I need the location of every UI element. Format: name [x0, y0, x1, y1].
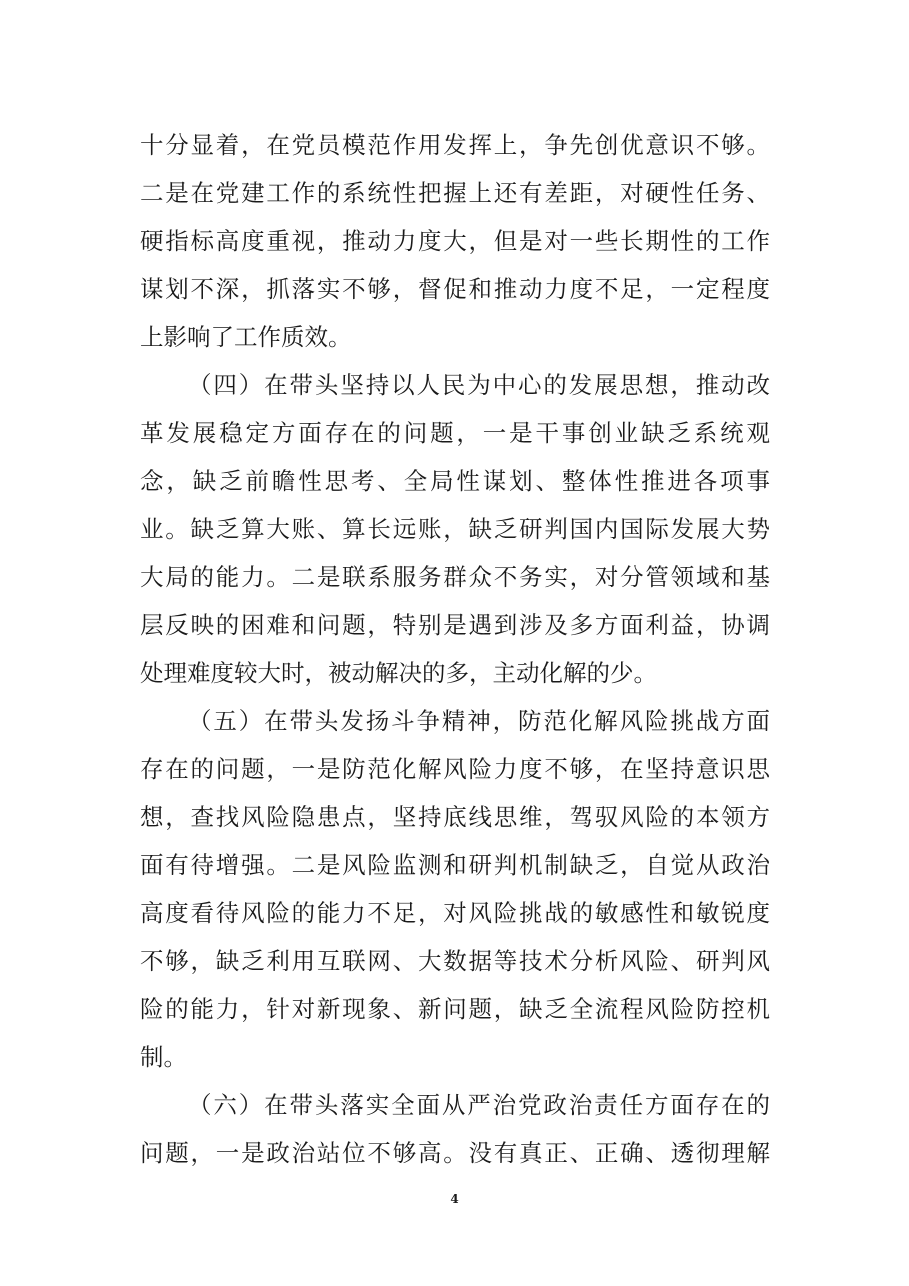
text-line: 制。 — [140, 1043, 187, 1071]
text-line: 革发展稳定方面存在的问题，一是干事创业缺乏系统观 — [140, 419, 770, 447]
text-line: 上影响了工作质效。 — [140, 323, 352, 351]
text-line: 谋划不深，抓落实不够，督促和推动力度不足，一定程度 — [140, 275, 770, 303]
text-line: 大局的能力。二是联系服务群众不务实，对分管领域和基 — [140, 563, 770, 591]
paragraph-heading-line: （四）在带头坚持以人民为中心的发展思想，推动改 — [188, 371, 770, 399]
text-line: 问题，一是政治站位不够高。没有真正、正确、透彻理解 — [140, 1139, 770, 1167]
text-line: 硬指标高度重视，推动力度大，但是对一些长期性的工作 — [140, 227, 770, 255]
text-line: 业。缺乏算大账、算长远账，缺乏研判国内国际发展大势 — [140, 515, 770, 543]
text-line: 想，查找风险隐患点，坚持底线思维，驾驭风险的本领方 — [140, 803, 770, 831]
text-line: 处理难度较大时，被动解决的多，主动化解的少。 — [140, 659, 657, 687]
paragraph-heading-line: （六）在带头落实全面从严治党政治责任方面存在的 — [188, 1091, 770, 1119]
text-line: 十分显着，在党员模范作用发挥上，争先创优意识不够。 — [140, 131, 770, 159]
text-line: 面有待增强。二是风险监测和研判机制缺乏，自觉从政治 — [140, 851, 770, 879]
page-number: 4 — [450, 1192, 459, 1206]
text-line: 层反映的困难和问题，特别是遇到涉及多方面利益，协调 — [140, 611, 770, 639]
text-line: 二是在党建工作的系统性把握上还有差距，对硬性任务、 — [140, 179, 770, 207]
paragraph-heading-line: （五）在带头发扬斗争精神，防范化解风险挑战方面 — [188, 707, 770, 735]
text-line: 险的能力，针对新现象、新问题，缺乏全流程风险防控机 — [140, 995, 770, 1023]
text-line: 念，缺乏前瞻性思考、全局性谋划、整体性推进各项事 — [140, 467, 770, 495]
text-line: 高度看待风险的能力不足，对风险挑战的敏感性和敏锐度 — [140, 899, 770, 927]
text-line: 存在的问题，一是防范化解风险力度不够，在坚持意识思 — [140, 755, 770, 783]
text-line: 不够，缺乏利用互联网、大数据等技术分析风险、研判风 — [140, 947, 770, 975]
